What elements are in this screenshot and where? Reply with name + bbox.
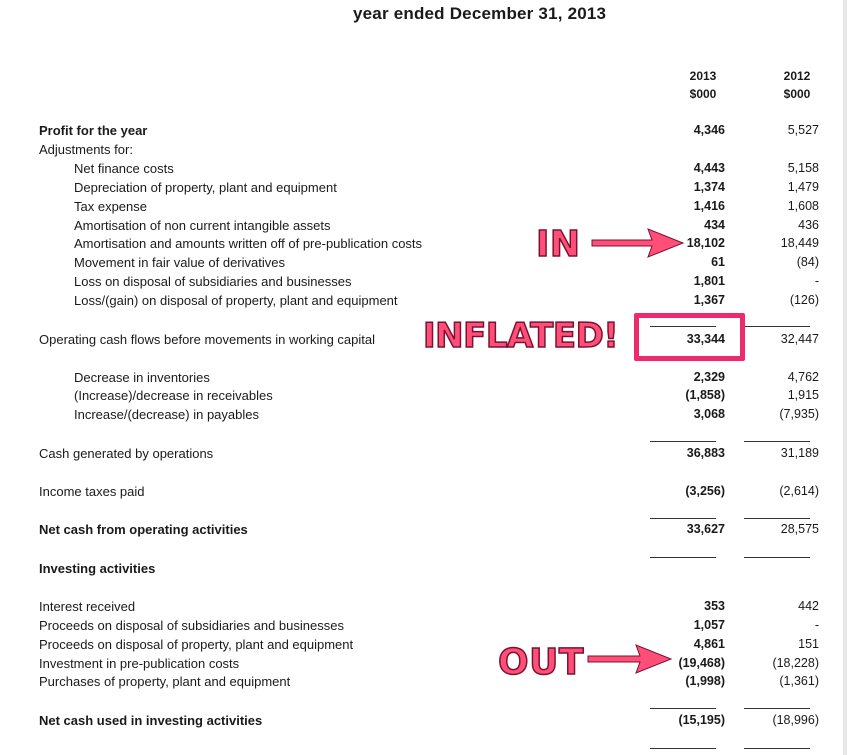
row-label: Adjustments for: xyxy=(39,142,133,157)
annotation-inflated: INFLATED! xyxy=(423,316,619,356)
row-label: Depreciation of property, plant and equipment xyxy=(74,180,337,195)
row-label: Loss/(gain) on disposal of property, plant and equipment xyxy=(74,293,398,308)
total-rule xyxy=(650,748,716,749)
row-depreciation xyxy=(0,178,847,197)
column-year: 2012 xyxy=(783,69,811,83)
subtotal-rule xyxy=(744,708,810,709)
row-label: Net finance costs xyxy=(74,161,174,176)
value-2013: 2,329 xyxy=(693,370,725,384)
arrow-right-icon xyxy=(586,642,674,676)
row-label: Purchases of property, plant and equipment xyxy=(39,674,291,689)
highlight-box xyxy=(634,313,745,361)
value-2013: 1,367 xyxy=(693,293,725,307)
value-2013: 353 xyxy=(704,599,725,613)
column-header-2012 xyxy=(762,67,832,103)
annotation-out: OUT xyxy=(498,642,584,683)
value-2012: 5,158 xyxy=(787,161,819,175)
row-label: (Increase)/decrease in receivables xyxy=(74,388,273,403)
row-derivatives xyxy=(0,253,847,272)
row-net-cash-operating xyxy=(0,520,847,539)
value-2012: 442 xyxy=(798,599,819,613)
row-investment-pre-publication xyxy=(0,654,847,673)
value-2013: (1,998) xyxy=(685,674,725,688)
value-2013: 33,344 xyxy=(686,332,725,346)
value-2013: 1,801 xyxy=(693,274,725,288)
value-2013: 61 xyxy=(711,255,725,269)
value-2012: 151 xyxy=(798,637,819,651)
row-cash-generated xyxy=(0,444,847,463)
row-label: Decrease in inventories xyxy=(74,370,210,385)
row-label: Tax expense xyxy=(74,199,147,214)
row-loss-disposal-subsidiaries xyxy=(0,272,847,291)
row-inventories xyxy=(0,368,847,387)
row-interest-received xyxy=(0,597,847,616)
page-edge xyxy=(843,0,847,755)
value-2012: (18,228) xyxy=(772,656,819,670)
row-label: Net cash from operating activities xyxy=(39,522,248,537)
arrow-right-icon xyxy=(590,226,686,260)
row-amortisation-intangibles xyxy=(0,216,847,235)
value-2012: (2,614) xyxy=(779,484,819,498)
value-2012: 28,575 xyxy=(780,522,819,536)
row-adjustments-heading xyxy=(0,140,847,159)
value-2013: 3,068 xyxy=(693,407,725,421)
subtotal-rule xyxy=(650,518,716,519)
value-2013: 1,057 xyxy=(693,618,725,632)
subtotal-rule xyxy=(744,326,810,327)
row-label: Proceeds on disposal of property, plant and equipment xyxy=(39,637,354,652)
value-2012: 1,608 xyxy=(787,199,819,213)
annotation-in: IN xyxy=(536,224,581,265)
value-2013: 4,443 xyxy=(693,161,725,175)
row-profit-for-year xyxy=(0,121,847,140)
value-2013: (19,468) xyxy=(678,656,725,670)
row-label: Movement in fair value of derivatives xyxy=(74,255,285,270)
row-net-finance-costs xyxy=(0,159,847,178)
value-2013: 434 xyxy=(704,218,725,232)
value-2013: 33,627 xyxy=(686,522,725,536)
value-2012: 18,449 xyxy=(780,236,819,250)
subtotal-rule xyxy=(744,518,810,519)
value-2012: 1,479 xyxy=(787,180,819,194)
column-unit: $000 xyxy=(783,87,811,101)
row-label: Operating cash flows before movements in working capital xyxy=(39,332,375,347)
column-unit: $000 xyxy=(689,87,717,101)
row-label: Cash generated by operations xyxy=(39,446,214,461)
value-2012: (1,361) xyxy=(779,674,819,688)
value-2012: 4,762 xyxy=(787,370,819,384)
row-proceeds-ppe xyxy=(0,635,847,654)
row-receivables xyxy=(0,386,847,405)
value-2012: (126) xyxy=(789,293,819,307)
row-label: Interest received xyxy=(39,599,136,614)
total-rule xyxy=(744,748,810,749)
value-2012: (7,935) xyxy=(779,407,819,421)
row-net-cash-investing xyxy=(0,711,847,730)
value-2012: 1,915 xyxy=(787,388,819,402)
row-loss-disposal-ppe xyxy=(0,291,847,310)
row-label: Income taxes paid xyxy=(39,484,145,499)
column-header-2013 xyxy=(668,67,738,103)
value-2013: 4,861 xyxy=(693,637,725,651)
row-label: Proceeds on disposal of subsidiaries and businesses xyxy=(39,618,344,633)
value-2013: 36,883 xyxy=(686,446,725,460)
value-2012: - xyxy=(814,274,819,288)
value-2013: (15,195) xyxy=(678,713,725,727)
value-2012: (18,996) xyxy=(772,713,819,727)
row-label: Investment in pre-publication costs xyxy=(39,656,240,671)
value-2012: 32,447 xyxy=(780,332,819,346)
total-rule xyxy=(650,557,716,558)
statement-title: year ended December 31, 2013 xyxy=(353,4,607,23)
row-label: Amortisation of non current intangible assets xyxy=(74,218,331,233)
value-2012: 5,527 xyxy=(787,123,819,137)
row-payables xyxy=(0,405,847,424)
value-2012: 436 xyxy=(798,218,819,232)
value-2013: 4,346 xyxy=(693,123,725,137)
subtotal-rule xyxy=(650,441,716,442)
value-2013: 18,102 xyxy=(686,236,725,250)
row-tax-expense xyxy=(0,197,847,216)
row-label: Investing activities xyxy=(39,561,156,576)
row-proceeds-subsidiaries xyxy=(0,616,847,635)
subtotal-rule xyxy=(744,441,810,442)
row-label: Net cash used in investing activities xyxy=(39,713,263,728)
row-label: Loss on disposal of subsidiaries and businesses xyxy=(74,274,352,289)
subtotal-rule xyxy=(650,708,716,709)
row-label: Increase/(decrease) in payables xyxy=(74,407,259,422)
row-amortisation-pre-publication xyxy=(0,234,847,253)
value-2012: (84) xyxy=(796,255,819,269)
value-2012: 31,189 xyxy=(780,446,819,460)
row-purchases-ppe xyxy=(0,672,847,691)
row-label: Profit for the year xyxy=(39,123,148,138)
section-heading-investing xyxy=(0,559,847,578)
row-income-taxes xyxy=(0,482,847,501)
total-rule xyxy=(744,557,810,558)
value-2012: - xyxy=(814,618,819,632)
value-2013: 1,416 xyxy=(693,199,725,213)
column-year: 2013 xyxy=(689,69,717,83)
value-2013: 1,374 xyxy=(693,180,725,194)
value-2013: (1,858) xyxy=(685,388,725,402)
value-2013: (3,256) xyxy=(685,484,725,498)
row-label: Amortisation and amounts written off of pre-publication costs xyxy=(74,236,423,251)
